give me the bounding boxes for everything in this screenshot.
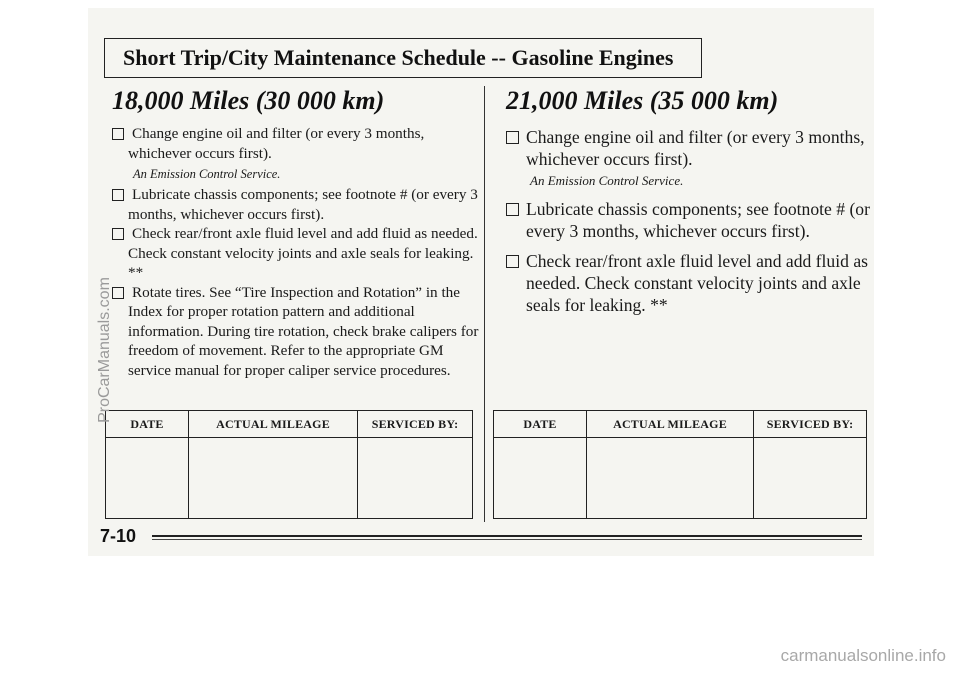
left-service-log-table <box>105 410 473 519</box>
right-mileage-heading: 21,000 Miles (35 000 km) <box>506 86 779 115</box>
column-header-serviced-by: SERVICED BY: <box>754 411 867 438</box>
table-row <box>106 438 473 519</box>
column-header-mileage: ACTUAL MILEAGE <box>587 411 754 438</box>
right-column <box>496 84 876 316</box>
checkbox-icon[interactable] <box>112 189 124 201</box>
column-header-serviced-by: SERVICED BY: <box>358 411 473 438</box>
page-title: Short Trip/City Maintenance Schedule -- Gasoline Engines <box>104 38 702 78</box>
table-header-row <box>106 411 473 438</box>
right-service-log-table <box>493 410 867 519</box>
checkbox-icon[interactable] <box>112 128 124 140</box>
column-header-date: DATE <box>106 411 189 438</box>
column-divider <box>484 86 485 522</box>
page-number: 7-10 <box>100 526 137 546</box>
bottom-watermark: carmanualsonline.info <box>780 646 946 665</box>
left-mileage-heading: 18,000 Miles (30 000 km) <box>112 86 385 115</box>
column-header-date: DATE <box>494 411 587 438</box>
table-row <box>494 438 867 519</box>
serviced-by-cell[interactable] <box>358 438 473 519</box>
left-item-lubricate: Lubricate chassis components; see footnote # (or every 3 months, whichever occurs first). <box>104 185 484 224</box>
column-header-mileage: ACTUAL MILEAGE <box>189 411 358 438</box>
checkbox-icon[interactable] <box>112 228 124 240</box>
left-item-rotate-tires: Rotate tires. See “Tire Inspection and Rotation” in the Index for proper rotation pattern and additional information. During tire rotation, check brake calipers for freedom of movement. Refer to the appropriate GM service manual for proper caliper service procedures. <box>104 283 484 381</box>
left-emission-note: An Emission Control Service. <box>133 167 281 181</box>
right-item-axle-fluid: Check rear/front axle fluid level and add fluid as needed. Check constant velocity joints and axle seals for leaking. ** <box>496 250 876 316</box>
left-item-axle-fluid: Check rear/front axle fluid level and add fluid as needed. Check constant velocity joints and axle seals for leaking. ** <box>104 224 484 283</box>
serviced-by-cell[interactable] <box>754 438 867 519</box>
footer-rule-thin <box>152 539 862 540</box>
side-watermark: ProCarManuals.com <box>96 277 113 423</box>
left-item-oil-change: Change engine oil and filter (or every 3 months, whichever occurs first). <box>104 124 484 163</box>
checkbox-icon[interactable] <box>506 203 519 216</box>
mileage-cell[interactable] <box>189 438 358 519</box>
mileage-cell[interactable] <box>587 438 754 519</box>
footer-rule <box>152 535 862 537</box>
right-item-lubricate: Lubricate chassis components; see footnote # (or every 3 months, whichever occurs first). <box>496 198 876 242</box>
left-column <box>104 84 484 380</box>
date-cell[interactable] <box>106 438 189 519</box>
date-cell[interactable] <box>494 438 587 519</box>
right-item-oil-change: Change engine oil and filter (or every 3 months, whichever occurs first). <box>496 126 876 170</box>
right-emission-note: An Emission Control Service. <box>530 173 684 188</box>
table-header-row <box>494 411 867 438</box>
checkbox-icon[interactable] <box>506 131 519 144</box>
checkbox-icon[interactable] <box>506 255 519 268</box>
